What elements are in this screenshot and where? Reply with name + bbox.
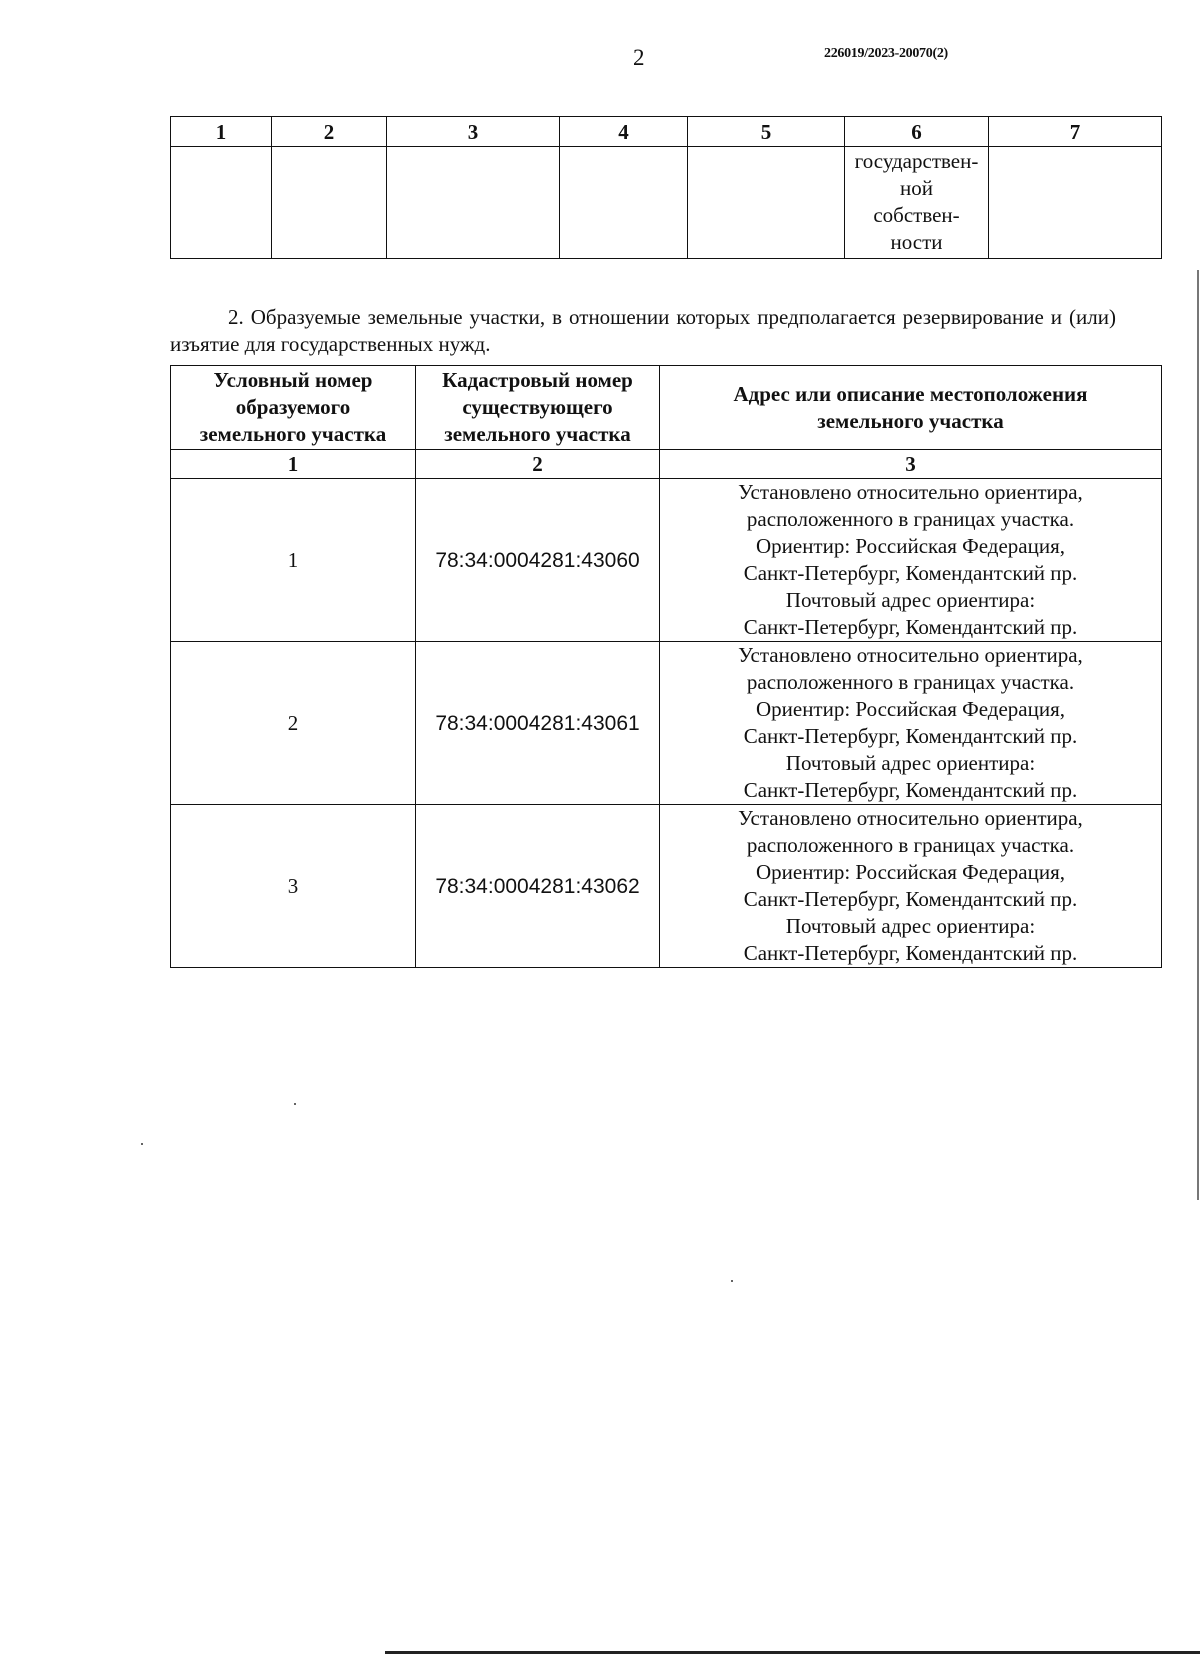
plots-table-column-numbers (171, 450, 1162, 479)
empty-cell (688, 147, 845, 259)
column-number: 3 (387, 117, 560, 147)
scan-edge-right (1197, 270, 1199, 1200)
page-number: 2 (633, 45, 645, 70)
column-number: 1 (171, 450, 416, 479)
plot-address: Установлено относительно ориентира, расположенного в границах участка. Ориентир: Российская Федерация, Санкт-Петербург, Комендантский пр. Почтовый адрес ориентира: Санкт-Петербург, Комендантский пр. (660, 642, 1162, 805)
column-number: 6 (845, 117, 989, 147)
scan-speck (294, 1103, 296, 1105)
scan-speck (731, 1280, 733, 1282)
plots-table-header (171, 366, 1162, 450)
ownership-line: ности (890, 230, 943, 254)
cadastral-number: 78:34:0004281:43061 (416, 642, 660, 805)
plot-address: Установлено относительно ориентира, расположенного в границах участка. Ориентир: Российская Федерация, Санкт-Петербург, Комендантский пр. Почтовый адрес ориентира: Санкт-Петербург, Комендантский пр. (660, 479, 1162, 642)
document-code: 226019/2023-20070(2) (824, 46, 948, 61)
continuation-table (170, 116, 1162, 259)
empty-cell (560, 147, 688, 259)
ownership-line: государствен- (854, 149, 979, 173)
column-number: 2 (272, 117, 387, 147)
table-row (171, 479, 1162, 642)
plot-number: 2 (171, 642, 416, 805)
header-cadastral-number: Кадастровый номер существующего земельного участка (416, 366, 660, 450)
header-conditional-number: Условный номер образуемого земельного участка (171, 366, 416, 450)
plot-address: Установлено относительно ориентира, расположенного в границах участка. Ориентир: Российская Федерация, Санкт-Петербург, Комендантский пр. Почтовый адрес ориентира: Санкт-Петербург, Комендантский пр. (660, 805, 1162, 968)
column-number: 7 (989, 117, 1162, 147)
cadastral-number: 78:34:0004281:43060 (416, 479, 660, 642)
column-number: 1 (171, 117, 272, 147)
plots-table (170, 365, 1162, 968)
section-2-paragraph: 2. Образуемые земельные участки, в отношении которых предполагается резервирование и (или) изъятие для государственных нужд. (170, 305, 1116, 356)
empty-cell (989, 147, 1162, 259)
cadastral-number: 78:34:0004281:43062 (416, 805, 660, 968)
column-number: 2 (416, 450, 660, 479)
table-row (171, 642, 1162, 805)
ownership-line: ной (900, 176, 933, 200)
empty-cell (272, 147, 387, 259)
plot-number: 1 (171, 479, 416, 642)
empty-cell (171, 147, 272, 259)
column-number: 5 (688, 117, 845, 147)
ownership-line: собствен- (873, 203, 960, 227)
column-number: 4 (560, 117, 688, 147)
column-number: 3 (660, 450, 1162, 479)
scan-speck (141, 1143, 143, 1145)
header-address: Адрес или описание местоположения земельного участка (660, 366, 1162, 450)
ownership-cell (845, 147, 989, 259)
plot-number: 3 (171, 805, 416, 968)
empty-cell (387, 147, 560, 259)
continuation-data-row (171, 147, 1162, 259)
continuation-header-row (171, 117, 1162, 147)
table-row (171, 805, 1162, 968)
